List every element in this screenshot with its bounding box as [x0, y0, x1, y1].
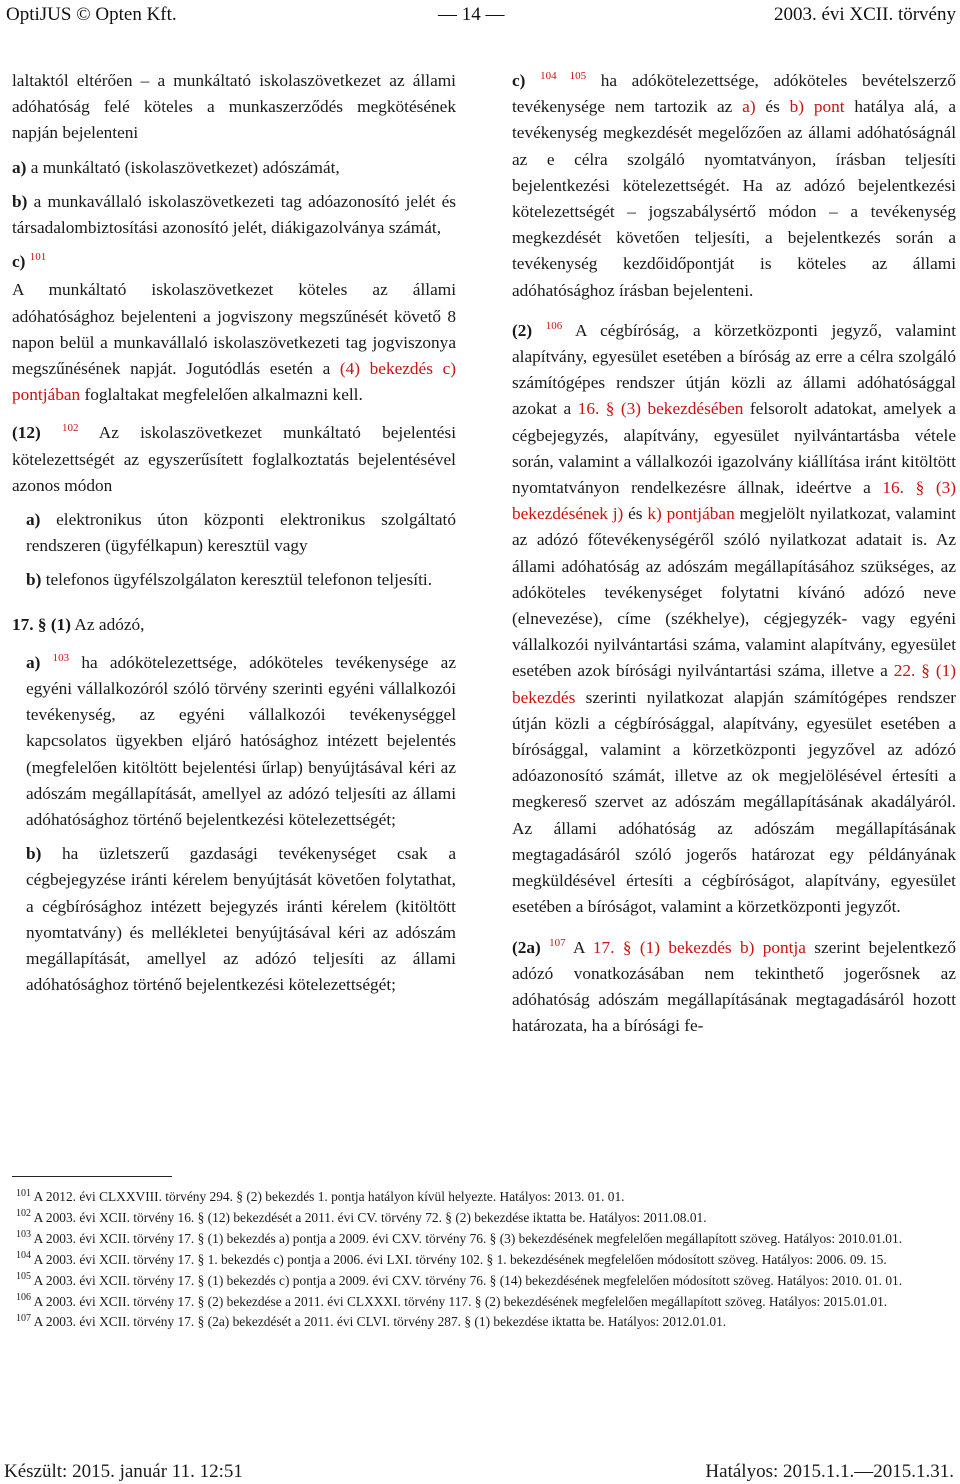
item-a-text: a munkáltató (iskolaszövetkezet) adószámát, [30, 157, 340, 177]
footnote-107: $^{107}$ A 2003. évi XCII. törvény 17. § (2a) bekezdését a 2011. évi CLVI. törvény 287. § (1) bekezdése iktatta be. Hatályos: 2012.01.01. [16, 1312, 727, 1330]
footnote-101: $^{101}$ A 2012. évi CLXXVIII. törvény 294. § (2) bekezdés 1. pontja hatályon kívül helyezte. Hatályos: 2013. 01. 01. [16, 1187, 625, 1204]
section-12-item-a: a) elektronikus úton központi elektronikus szolgáltató rendszeren (ügyfélkapun) keresztül vagy [26, 510, 456, 556]
footer-effective: Hatályos: 2015.1.1.—2015.1.31. [705, 1461, 954, 1482]
link-22-1[interactable]: 22. § (1) bekezdés [512, 661, 956, 707]
section-17-item-b: b) ha üzletszerű gazdasági tevékenységet csak a cégbejegyzése iránti kérelem benyújtását követően folytathat, a cégbírósághoz intézett bejegyzés iránti kérelem (kitöltött nyomtatvány) és mellékletei benyújtásával kéri az adószám megállapítását, amellyel az adózó teljesíti az állami adóhatósághoz történő bejelentkezési kötelezettségét; [26, 844, 456, 995]
link-point-b[interactable]: b) pont [789, 97, 845, 117]
footnote-105: $^{105}$ A 2003. évi XCII. törvény 17. § (1) bekezdés c) pontja a 2009. évi CXV. törvény 76. § (14) bekezdésének megfelelően módosított szöveg. Hatályos: 2010. 01. 01. [16, 1271, 903, 1288]
footnote-102: $^{102}$ A 2003. évi XCII. törvény 16. § (12) bekezdését a 2011. évi CV. törvény 72. § (2) bekezdése iktatta be. Hatályos: 2011.08.01. [16, 1208, 707, 1225]
section-12-item-b: b) telefonos ügyfélszolgálaton keresztül telefonon teljesíti. [26, 570, 433, 590]
footer-created: Készült: 2015. január 11. 12:51 [4, 1461, 243, 1482]
footnotes [4, 1188, 956, 1334]
header-publisher: OptiJUS © Opten Kft. [6, 4, 177, 25]
footnote-106: $^{106}$ A 2003. évi XCII. törvény 17. § (2) bekezdése a 2011. évi CLXXXI. törvény 117. § (2) bekezdésének megfelelően megállapított szöveg. Hatályos: 2015.01.01. [16, 1292, 888, 1309]
item-a-label: a) [12, 157, 27, 177]
link-16-3-j[interactable]: 16. § (3) bekezdésének j) [512, 478, 956, 524]
item-b-text: a munkavállaló iskolaszövetkezeti tag adóazonosító jelét és társadalombiztosítási azonosító jelét, diákigazolványa számát, [12, 191, 456, 238]
footnote-divider [12, 1176, 172, 1177]
item-c-label: c) [12, 252, 26, 272]
intro-paragraph: laltaktól eltérően – a munkáltató iskolaszövetkezet az állami adóhatóság felé köteles a munkaszerződés megkötésének napján bejelenteni [12, 71, 456, 143]
section-17-2a: (2a) $^{107}$ A 17. § (1) bekezdés b) pontja szerint bejelentkező adózó vonatkozásában nem tekinthető jogerősnek az adóhatóság adószám megállapításának megtagadásáról hozott határozata, ha a bírósági fe- [512, 936, 956, 1036]
section-12-label: (12) [12, 423, 41, 443]
left-column [12, 68, 456, 1007]
footnote-ref-101[interactable]: 101 [29, 251, 47, 264]
link-17-1-b[interactable]: 17. § (1) bekezdés b) pontja [592, 937, 806, 957]
section-17-2: (2) $^{106}$ A cégbíróság, a körzetközponti jegyző, valamint alapítvány, egyesület esetében a bíróság az erre a célra szolgáló számítógépes rendszer útján közli az állami adóhatósággal azokat a 16. § (3) bekezdésében felsorolt adatokat, amelyek a cégbejegyzés, alapítvány, egyesület nyilvántartásba vétele során, valamint a vállalkozói igazolvány kiállítása iránt kitöltött nyomtatványon rendelkezésre állnak, ideértve a 16. § (3) bekezdésének j) és k) pontjában megjelölt nyilatkozat, valamint az adózó főtevékenységéről szóló nyilatkozat adatait is. Az állami adóhatóság az adószám megállapításához szükséges, az adóköteles tevékenységet folytatni kívánó adózó neve (elnevezése), címe (székhelye), cégjegyzék- vagy egyéni vállalkozói nyilvántartási száma, valamint alapítvány, egyesület esetében azok bírósági nyilvántartási száma, illetve a 22. § (1) bekezdés szerinti nyilatkozat alapján számítógépes rendszer útján közli a cégbírósággal, alapítvány, egyesület esetében a bírósággal, valamint a körzetközponti jegyzővel az adózó adóazonosító számát, illetve az ok megjelölésével értesíti a megkereső szervet az adószám megállapításának akadályáról. Az állami adóhatóság az adószám megállapításának megtagadásáról szóló jogerős határozat egy példányának megküldésével értesíti a cégbíróságot, alapítvány, egyesület esetében a bíróságot, valamint a körzetközponti jegyzőt. [512, 320, 957, 917]
section-17-heading: 17. § (1) Az adózó, [12, 614, 145, 634]
item-b-label: b) [12, 191, 28, 211]
link-4-bekezdes-c[interactable]: (4) bekezdés c) pontjában [12, 359, 456, 405]
item-a [12, 155, 456, 181]
item-b [12, 189, 456, 241]
section-17-item-c: c) $^{104 105}$ ha adókötelezettsége, adóköteles bevételszerző tevékenysége nem tartozik az a) és b) pont hatálya alá, a tevékenység megkezdését megelőzően az állami adóhatóságnál az e célra szolgáló nyomtatványon, írásban teljesíti bejelentkezési kötelezettségét. Ha az adózó bejelentkezési kötelezettségét – jogszabálysértő módon – a tevékenység megkezdését követően teljesíti, a bejelentkezés során a tevékenység kezdőidőpontját is köteles az állami adóhatósághoz írásban bejelenteni. [512, 70, 957, 300]
footnote-ref-107[interactable]: 107 [549, 936, 566, 949]
section-12: (12) $^{102}$ Az iskolaszövetkezet munkáltató bejelentési kötelezettségét az egyszerűsített foglalkoztatás bejelentésével azonos módon [12, 422, 456, 495]
link-point-a[interactable]: a) [742, 97, 756, 117]
header-law-title: 2003. évi XCII. törvény [773, 4, 956, 25]
right-column [512, 68, 956, 1047]
page-number: — 14 — [438, 4, 505, 25]
footnote-ref-104-105[interactable]: 104 105 [540, 70, 587, 83]
item-c [12, 249, 456, 275]
termination-paragraph: A munkáltató iskolaszövetkezet köteles az állami adóhatósághoz bejelenteni a jogviszony megszűnését követő 8 napon belül a munkavállaló iskolaszövetkezeti tag jogviszonya megszűnésének napját. Jogutódlás esetén a (4) bekezdés c) pontjában foglaltakat megfelelően alkalmazni kell. [12, 280, 456, 405]
footnote-103: $^{103}$ A 2003. évi XCII. törvény 17. § (1) bekezdés a) pontja a 2009. évi CXV. törvény 76. § (3) bekezdésének megfelelően megállapított szöveg. Hatályos: 2010.01.01. [16, 1229, 903, 1246]
footnote-ref-103[interactable]: 103 [52, 652, 70, 665]
link-16-3[interactable]: 16. § (3) bekezdésében [577, 399, 744, 419]
footnote-ref-106[interactable]: 106 [545, 320, 563, 333]
section-17-item-a: a) $^{103}$ ha adókötelezettsége, adóköteles tevékenysége az egyéni vállalkozóról szóló törvény szerinti egyéni vállalkozói tevékenység, az egyéni vállalkozói tevékenységgel kapcsolatos ügyekben eljáró hatósághoz intézett bejelentés (megfelelően kitöltött bejelentési űrlap) benyújtásával kéri az adószám megállapítását, amellyel az adózó teljesíti az állami adóhatósághoz történő bejelentkezési kötelezettségét; [26, 652, 456, 830]
footnote-104: $^{104}$ A 2003. évi XCII. törvény 17. § 1. bekezdés c) pontja a 2006. évi LXI. törvény 102. § 1. bekezdésének megfelelően módosított szöveg. Hatályos: 2006. 09. 15. [16, 1250, 887, 1267]
link-16-3-k[interactable]: k) pontjában [647, 504, 735, 524]
footnote-ref-102[interactable]: 102 [62, 422, 79, 435]
